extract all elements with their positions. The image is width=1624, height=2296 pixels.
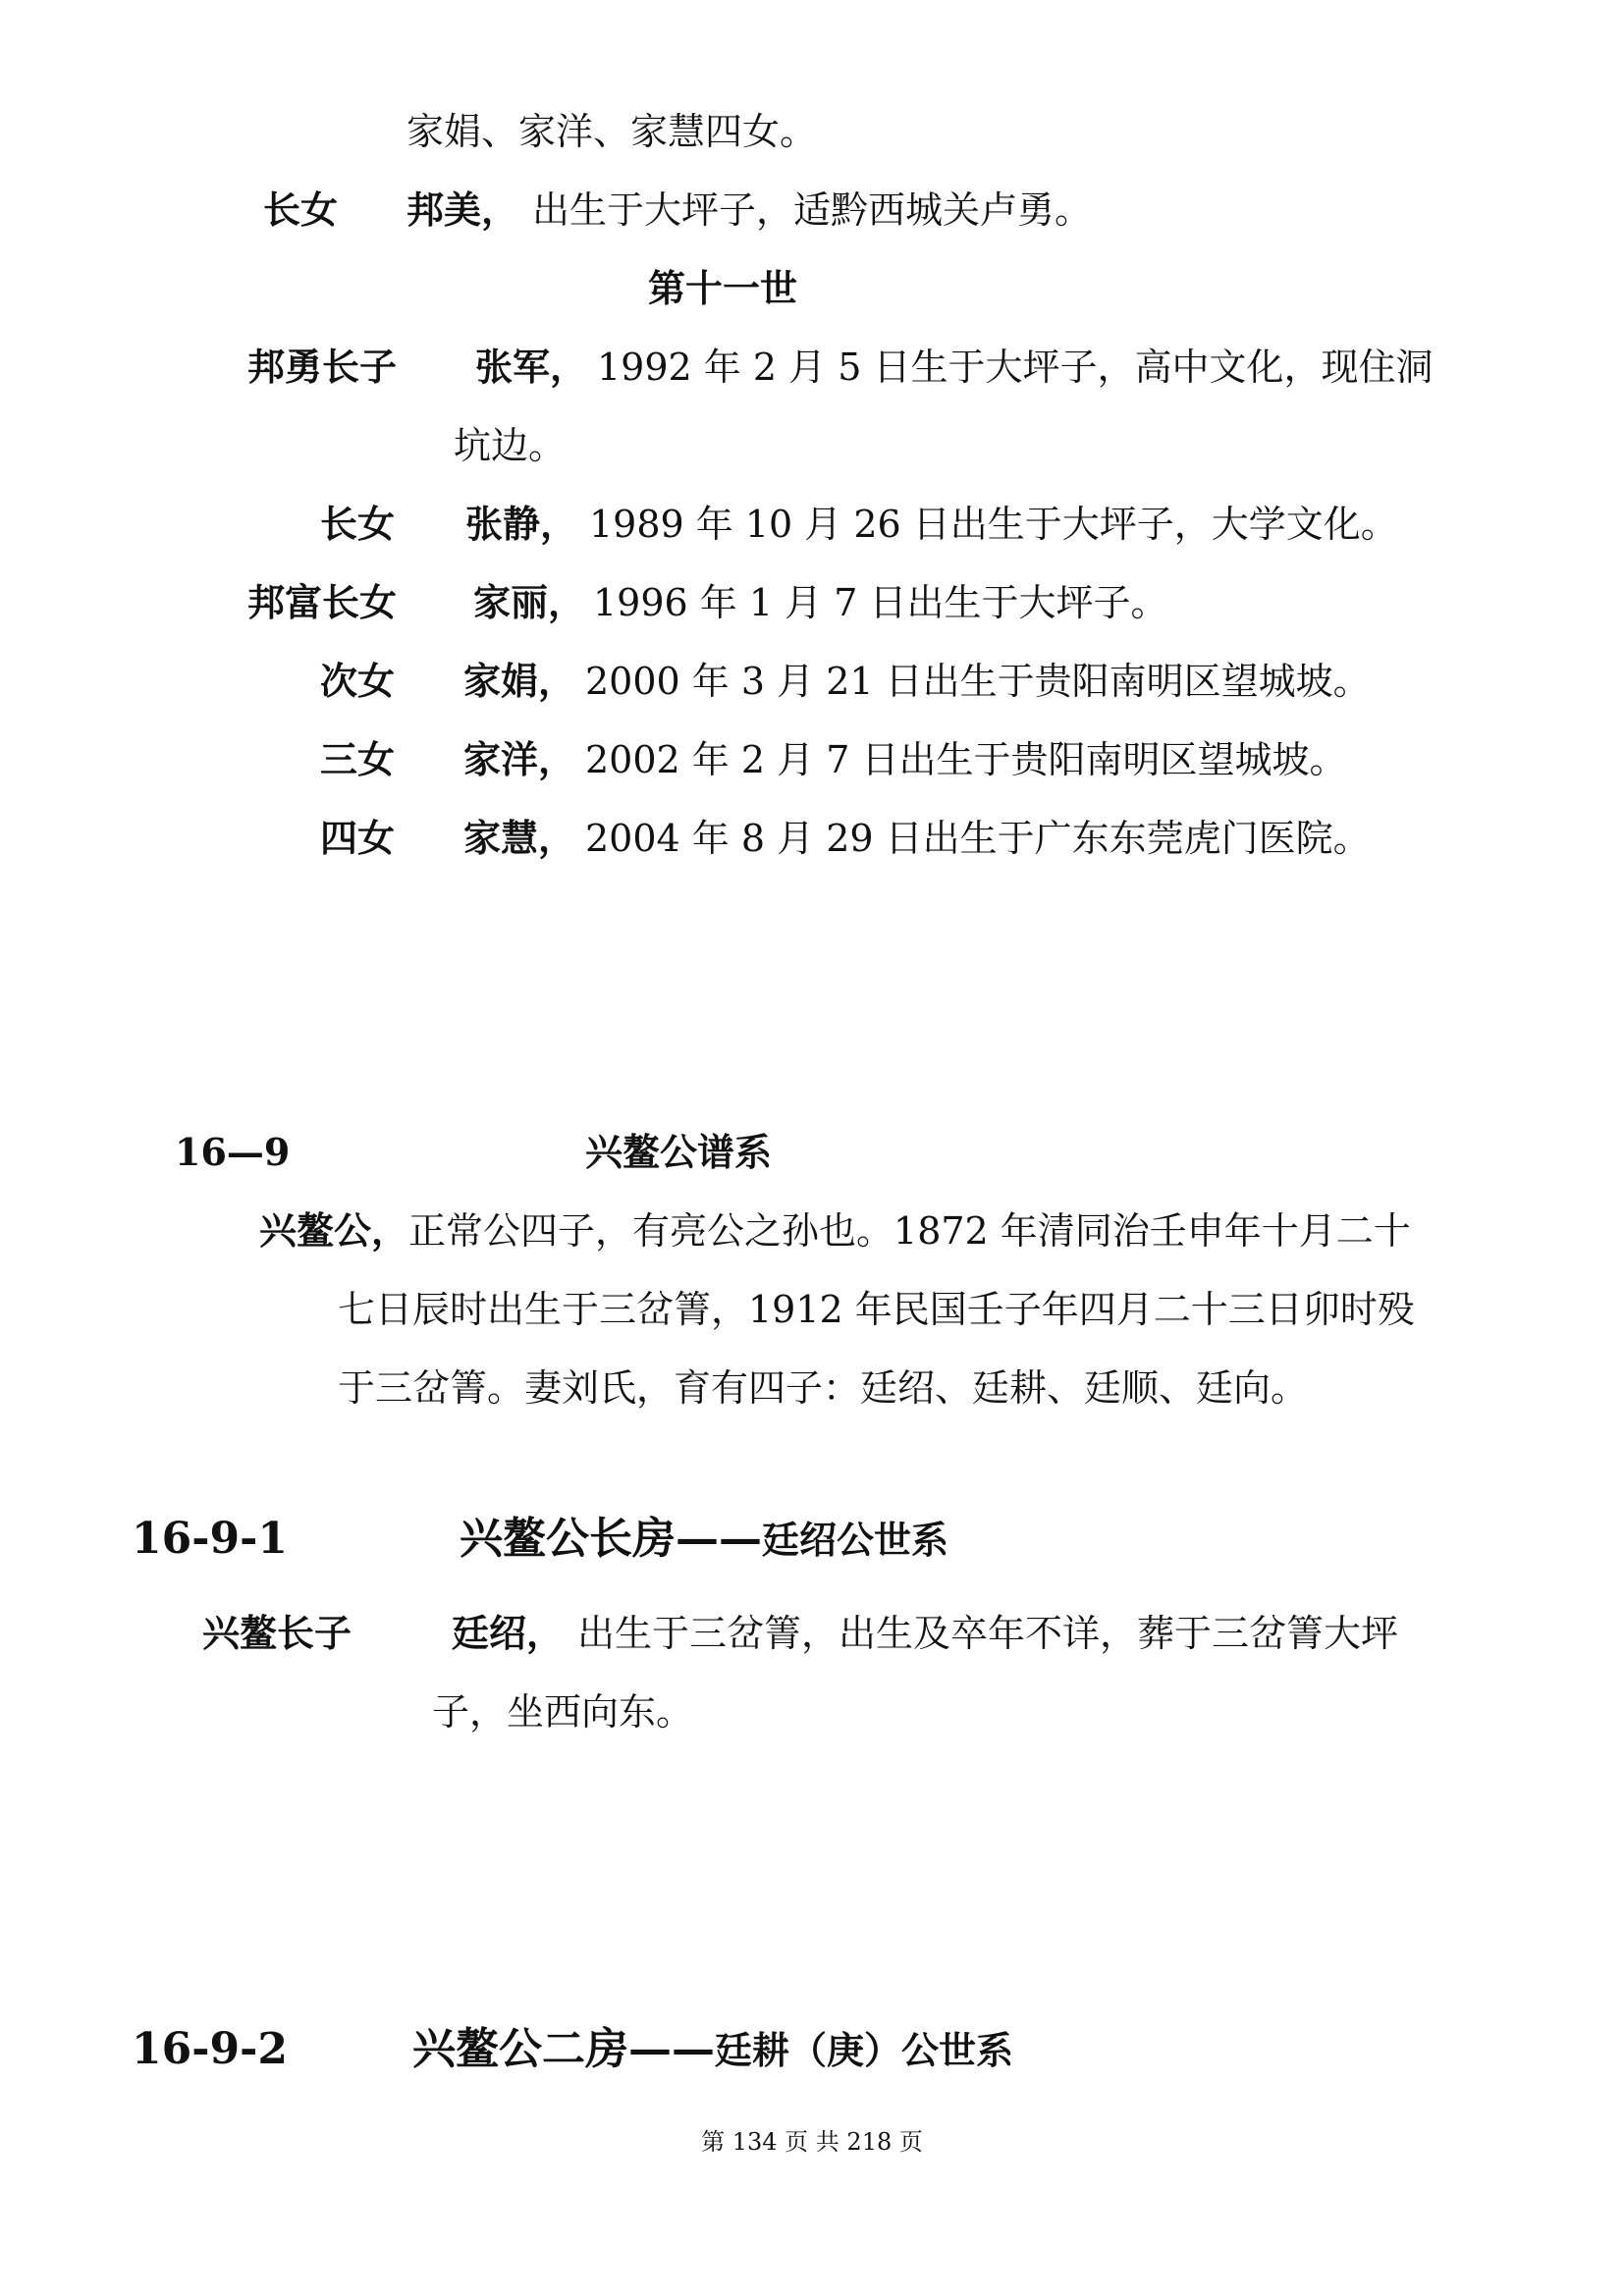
entry-line [263, 185, 1093, 236]
section-number: 16-9-2 [132, 2024, 288, 2074]
section-heading [132, 1510, 949, 1569]
entry-text: 正常公四子，有亮公之孙也。1872 年清同治壬申年十月二十 [408, 1209, 1411, 1253]
section-heading [175, 1127, 773, 1178]
entry-name: 兴鳌公， [259, 1208, 409, 1253]
entry-line [320, 656, 1371, 707]
entry-line [247, 577, 1168, 628]
generation-heading: 第十一世 [648, 266, 798, 310]
paragraph-line: 坑边。 [454, 424, 567, 467]
entry-text: 2004 年 8 月 29 日出生于广东东莞虎门医院。 [585, 817, 1371, 860]
entry-text: 出生于大坪子，适黔西城关卢勇。 [532, 188, 1093, 232]
section-heading [132, 2020, 1014, 2079]
entry-name: 家慧， [463, 816, 576, 860]
entry-line [320, 734, 1347, 785]
paragraph-line [259, 1205, 1411, 1256]
paragraph-line: 七日辰时出生于三岔箐，1912 年民国壬子年四月二十三日卯时殁 [338, 1288, 1415, 1331]
entry-text: 1992 年 2 月 5 日生于大坪子，高中文化，现住洞 [597, 346, 1434, 389]
entry-label: 长女 [263, 187, 339, 232]
entry-label: 兴鳌长子 [202, 1611, 352, 1655]
entry-label: 长女 [320, 502, 396, 546]
entry-line [320, 813, 1371, 864]
entry-line [247, 342, 1434, 393]
entry-name: 邦美， [406, 187, 519, 232]
entry-text: 1996 年 1 月 7 日出生于大坪子。 [593, 581, 1168, 624]
entry-line [202, 1608, 1399, 1659]
entry-label: 三女 [320, 737, 396, 781]
section-title: 兴鳌公二房——廷耕（庚）公世系 [412, 2024, 1014, 2074]
entry-name: 张军， [475, 345, 588, 389]
entry-label: 次女 [320, 659, 396, 703]
entry-name: 家洋， [463, 737, 576, 781]
entry-name: 廷绍， [452, 1611, 565, 1655]
entry-name: 家娟， [463, 659, 576, 703]
section-title: 兴鳌公谱系 [585, 1130, 773, 1174]
entry-name: 张静， [465, 502, 578, 546]
paragraph-line: 于三岔箐。妻刘氏，育有四子：廷绍、廷耕、廷顺、廷向。 [338, 1366, 1309, 1410]
entry-label: 邦勇长子 [247, 345, 398, 389]
paragraph-line: 子，坐西向东。 [432, 1690, 694, 1734]
page-footer: 第 134 页 共 218 页 [701, 2128, 923, 2156]
section-title: 兴鳌公长房——廷绍公世系 [460, 1514, 949, 1564]
entry-line [320, 499, 1398, 550]
section-number: 16—9 [175, 1130, 291, 1174]
entry-text: 2002 年 2 月 7 日出生于贵阳南明区望城坡。 [585, 738, 1347, 781]
entry-name: 家丽， [473, 580, 586, 624]
entry-label: 四女 [320, 816, 396, 860]
paragraph-line: 家娟、家洋、家慧四女。 [406, 110, 818, 153]
entry-text: 1989 年 10 月 26 日出生于大坪子，大学文化。 [589, 503, 1398, 546]
entry-text: 2000 年 3 月 21 日出生于贵阳南明区望城坡。 [585, 660, 1371, 703]
entry-label: 邦富长女 [247, 580, 398, 624]
entry-text: 出生于三岔箐，出生及卒年不详，葬于三岔箐大坪 [577, 1612, 1399, 1655]
section-number: 16-9-1 [132, 1514, 288, 1564]
